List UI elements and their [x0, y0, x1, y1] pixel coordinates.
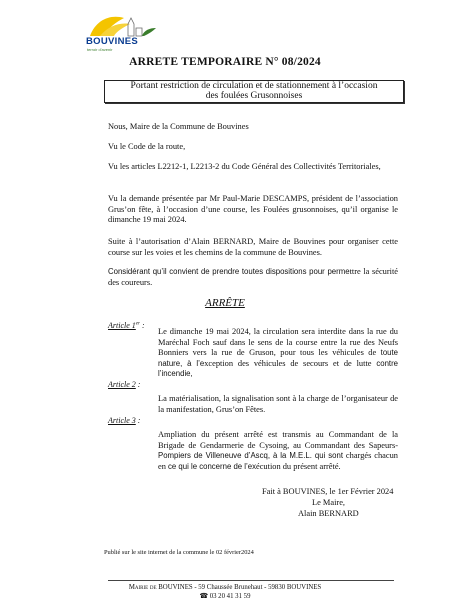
- logo-green-leaf: [142, 28, 156, 36]
- intro-paragraph: Nous, Maire de la Commune de Bouvines: [108, 122, 249, 131]
- article-3-text-a: Ampliation du présent arrêté est transmis au Commandant de la Brigade de Gendarmerie de Cysoing, au Commandant des Sapeurs-: [158, 430, 398, 450]
- church-steeple-icon: [86, 14, 160, 38]
- article-3-text: [158, 430, 398, 472]
- article-1-text-b: toute nature, à l’e: [158, 348, 398, 368]
- logo-name: BOUVINES: [86, 36, 139, 47]
- publication-note: Publié sur le site internet de la commune le 02 février2024: [104, 549, 254, 556]
- article-1-label-end: :: [139, 321, 145, 330]
- vu-demande: Vu la demande présentée par Mr Paul-Marie DESCAMPS, président de l’association Grus’on fête, à l’occasion d’une course, les Foulées grusonnoises, qu’il organise le dimanche 19 mai 2024.: [108, 194, 398, 225]
- logo-steeple: [128, 18, 142, 36]
- suite-paragraph: Suite à l’autorisation d’Alain BERNARD, Maire de Bouvines pour organiser cette course sur les voies et les chemins de la commune de Bouvines.: [108, 237, 398, 257]
- article-2-label: [108, 380, 140, 389]
- footer-mairie-label: Mairie de: [128, 584, 157, 591]
- telephone-icon: ☎: [199, 593, 208, 600]
- subject-line-1: Portant restriction de circulation et de stationnement à l’occasion: [130, 81, 378, 91]
- document-title: ARRETE TEMPORAIRE N° 08/2024: [129, 56, 321, 68]
- article-3-text-c: chargés chacun en: [158, 451, 398, 471]
- footer-divider: [108, 580, 394, 581]
- vu-articles: Vu les articles L2212-1, L2213-2 du Code Général des Collectivités Territoriales,: [108, 162, 381, 171]
- subject-line-2: des foulées Grusonnoises: [205, 91, 303, 101]
- footer-address: [0, 584, 450, 591]
- footer-phone: [0, 592, 450, 600]
- signature-name: Alain BERNARD: [298, 509, 359, 518]
- article-1-label-main: Article 1: [108, 321, 136, 330]
- article-2-text-a: La matérialisation, la signalisation sont à la charge de l’organisateur de la manifestation, Grus’on Fêtes: [158, 394, 398, 414]
- article-2-label-end: :: [135, 380, 141, 389]
- article-3-label-main: Article 3: [108, 416, 136, 425]
- considerant-text-a: Considérant qu’il convient de prendre toutes dispositions pour perme: [108, 267, 350, 276]
- logo-tagline: terroir d'avenir: [87, 47, 113, 52]
- article-3-label-end: :: [135, 416, 141, 425]
- footer-phone-number: 03 20 41 31 59: [209, 593, 251, 600]
- article-1-text-a: Le dimanche 19 mai 2024, la circulation sera interdite dans la rue du Maréchal Foch sauf dans le sens de la course entre la rue des Neufs Bonniers vers la rue de Gruson, pour tous les véhicules de: [158, 327, 398, 358]
- subject-text: [104, 81, 404, 101]
- vu-code-route: Vu le Code de la route,: [108, 142, 186, 151]
- article-2-text-b: .: [263, 404, 266, 414]
- article-1-label-sup: er: [135, 321, 140, 327]
- article-2-label-main: Article 2: [108, 380, 136, 389]
- article-2-text: [158, 394, 398, 415]
- commune-logo: [86, 14, 160, 52]
- article-3-label: [108, 416, 140, 425]
- article-1-label: [108, 321, 145, 330]
- article-1-text-c: xception des véhicules de secours et de lutte: [204, 358, 377, 368]
- article-3-text-e: écution du présent arrêté.: [256, 461, 341, 471]
- article-3-text-d: ce qui le concerne de l’ex: [168, 461, 256, 471]
- article-1-text: [158, 327, 398, 380]
- article-3-text-b: Pompiers de Villeneuve d’Ascq, à la M.E.L. qui sont: [158, 451, 344, 461]
- article-1-text-d: contre l’incendie,: [158, 358, 398, 379]
- signature-place-date: Fait à BOUVINES, le 1er Février 2024: [262, 487, 394, 496]
- arrete-heading: ARRÊTE: [205, 297, 245, 309]
- signature-role: Le Maire,: [312, 498, 346, 507]
- considerant-paragraph: [108, 267, 398, 288]
- considerant-text-b: ttre la sécurité des coureurs.: [108, 267, 399, 287]
- footer-address-text: BOUVINES - 59 Chaussée Brunehaut - 59830 BOUVINES: [156, 584, 322, 591]
